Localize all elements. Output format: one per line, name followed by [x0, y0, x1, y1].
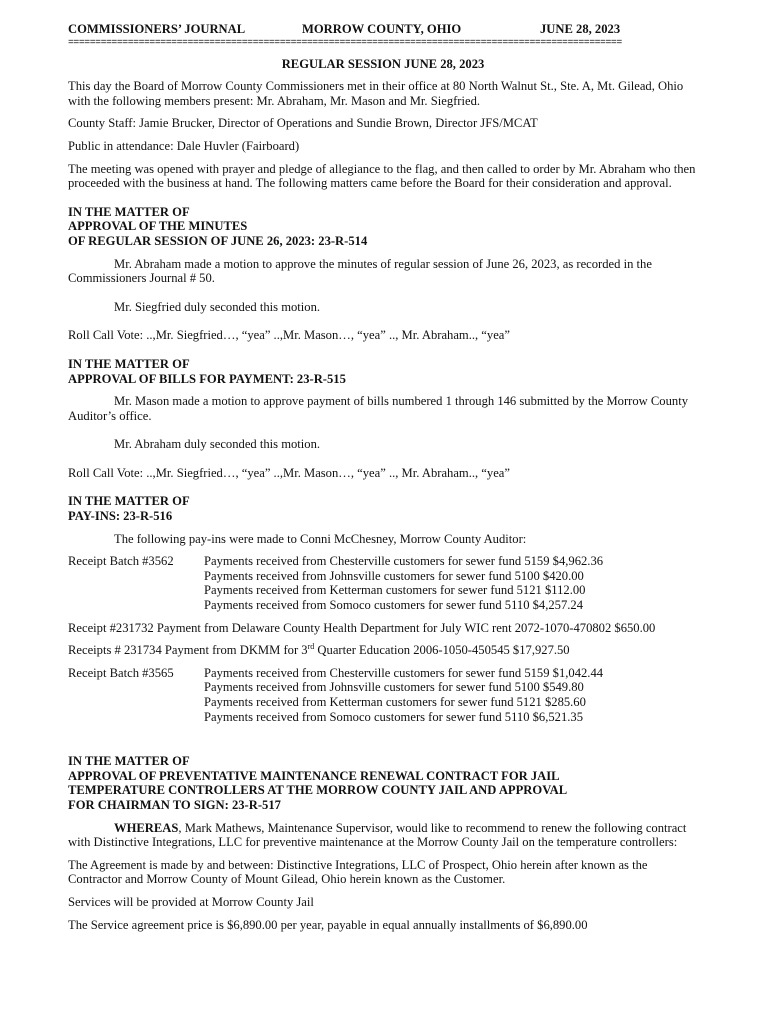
header-date: JUNE 28, 2023	[540, 22, 621, 36]
minutes-heading: IN THE MATTER OF APPROVAL OF THE MINUTES OF REGULAR SESSION OF JUNE 26, 2023: 23-R-514	[68, 204, 368, 248]
intro-paragraph: This day the Board of Morrow County Commissioners met in their office at 80 North Walnut St., Ste. A, Mt. Gilead, Ohio with the following members present: Mr. Abraham, Mr. Mason and Mr. Siegfried.	[68, 79, 684, 108]
list-item: Payments received from Johnsville customers for sewer fund 5100 $420.00	[204, 568, 584, 583]
journal-page	[68, 22, 698, 932]
journal-name: COMMISSIONERS’ JOURNAL	[68, 22, 246, 36]
list-item: Payments received from Chesterville customers for sewer fund 5159 $1,042.44	[204, 665, 604, 680]
receipt-batch-3565	[68, 666, 698, 724]
list-item: Payments received from Johnsville customers for sewer fund 5100 $549.80	[204, 680, 584, 695]
receipt-231732: Receipt #231732 Payment from Delaware County Health Department for July WIC rent 2072-1070-470802 $650.00	[68, 620, 656, 635]
public-attendance: Public in attendance: Dale Huvler (Fairboard)	[68, 138, 300, 153]
price-paragraph: The Service agreement price is $6,890.00 per year, payable in equal annually installments of $6,890.00	[68, 917, 588, 932]
batch-label: Receipt Batch #3565	[68, 665, 174, 680]
list-item: Payments received from Chesterville customers for sewer fund 5159 $4,962.36	[204, 554, 604, 569]
contract-heading: IN THE MATTER OF APPROVAL OF PREVENTATIVE MAINTENANCE RENEWAL CONTRACT FOR JAIL TEMPERATURE CONTROLLERS AT THE MORROW COUNTY JAIL AND APPROVAL FOR CHAIRMAN TO SIGN: 23-R-517	[68, 754, 568, 812]
bills-heading: IN THE MATTER OF APPROVAL OF BILLS FOR PAYMENT: 23-R-515	[68, 356, 346, 386]
minutes-vote: Roll Call Vote: ..,Mr. Siegfried…, “yea” ..,Mr. Mason…, “yea” .., Mr. Abraham.., “yea”	[68, 328, 510, 343]
list-item: Payments received from Somoco customers for sewer fund 5110 $4,257.24	[204, 598, 584, 613]
bills-second: Mr. Abraham duly seconded this motion.	[114, 437, 321, 452]
minutes-second: Mr. Siegfried duly seconded this motion.	[114, 299, 321, 314]
receipt-batch-3562	[68, 554, 698, 612]
minutes-motion: Mr. Abraham made a motion to approve the minutes of regular session of June 26, 2023, as recorded in the Commissioners Journal # 50.	[68, 256, 652, 286]
list-item: Payments received from Ketterman customers for sewer fund 5121 $285.60	[204, 695, 586, 709]
payins-intro: The following pay-ins were made to Conni McChesney, Morrow County Auditor:	[114, 531, 527, 546]
list-item: Payments received from Somoco customers for sewer fund 5110 $6,521.35	[204, 709, 584, 724]
agreement-paragraph: The Agreement is made by and between: Distinctive Integrations, LLC of Prospect, Ohio herein after known as the Contractor and Morrow County of Mount Gilead, Ohio herein known as the Customer.	[68, 857, 648, 887]
header-rule: ======================================================================================================	[68, 37, 622, 48]
bills-motion: Mr. Mason made a motion to approve payment of bills numbered 1 through 146 submitted by the Morrow County Auditor’s office.	[68, 394, 688, 423]
list-item: Payments received from Ketterman customers for sewer fund 5121 $112.00	[204, 583, 586, 598]
bills-vote: Roll Call Vote: ..,Mr. Siegfried…, “yea” ..,Mr. Mason…, “yea” .., Mr. Abraham.., “yea”	[68, 465, 510, 480]
receipt-231734: Receipts # 231734 Payment from DKMM for 3rd Quarter Education 2006-1050-450545 $17,927.50	[68, 642, 570, 658]
batch-label: Receipt Batch #3562	[68, 554, 174, 569]
meeting-opening: The meeting was opened with prayer and pledge of allegiance to the flag, and then called to order by Mr. Abraham who then proceeded with the business at hand. The following matters came before the Board for their consideration and approval.	[68, 161, 696, 191]
county-name: MORROW COUNTY, OHIO	[302, 22, 462, 36]
county-staff: County Staff: Jamie Brucker, Director of Operations and Sundie Brown, Director JFS/MCAT	[68, 116, 538, 131]
whereas-paragraph: WHEREAS, Mark Mathews, Maintenance Supervisor, would like to recommend to renew the following contract with Distinctive Integrations, LLC for preventive maintenance at the Morrow County Jail on the temperature controllers:	[68, 820, 687, 850]
session-title: REGULAR SESSION JUNE 28, 2023	[281, 56, 485, 71]
payins-heading: IN THE MATTER OF PAY-INS: 23-R-516	[68, 494, 190, 524]
services-paragraph: Services will be provided at Morrow County Jail	[68, 894, 314, 909]
page-header	[68, 22, 698, 37]
